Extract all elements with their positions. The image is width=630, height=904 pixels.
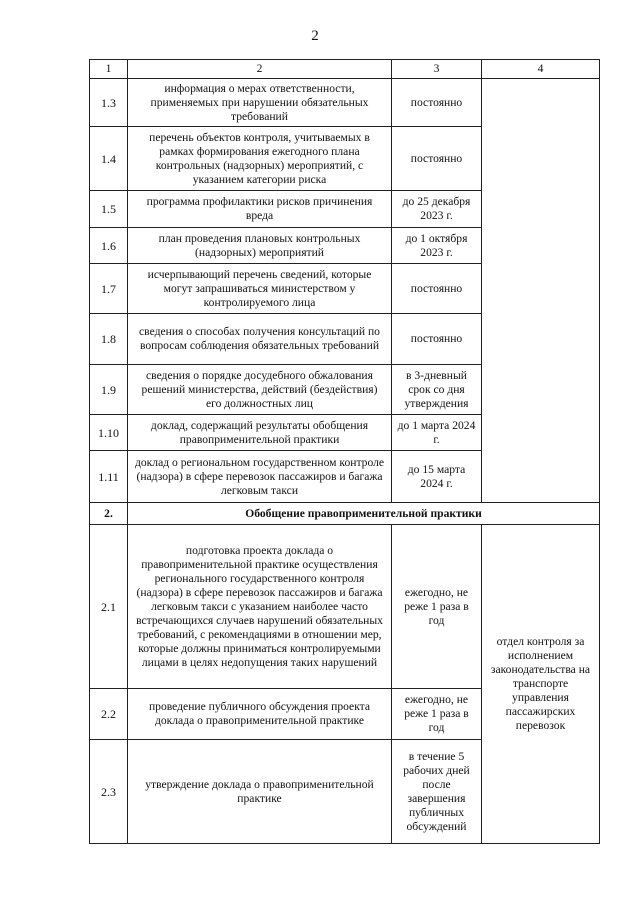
row-term: ежегодно, не реже 1 раза в год	[392, 689, 482, 740]
row-number: 1.11	[90, 451, 128, 503]
page-number: 2	[311, 28, 319, 44]
section-title: Обобщение правоприменительной практики	[128, 503, 600, 525]
responsible-cell-section2: отдел контроля за исполнением законодательства на транспорте управления пассажирских перевозок	[482, 525, 600, 844]
row-term: в течение 5 рабочих дней после завершения публичных обсуждений	[392, 740, 482, 844]
row-number: 2.2	[90, 689, 128, 740]
row-number: 2.1	[90, 525, 128, 689]
row-term: до 15 марта 2024 г.	[392, 451, 482, 503]
row-number: 1.3	[90, 79, 128, 127]
section-number: 2.	[90, 503, 128, 525]
row-text: утверждение доклада о правоприменительной практике	[128, 740, 392, 844]
row-term: постоянно	[392, 264, 482, 314]
row-text: план проведения плановых контрольных (надзорных) мероприятий	[128, 228, 392, 264]
row-term: до 1 марта 2024 г.	[392, 415, 482, 451]
responsible-cell-section1	[482, 79, 600, 503]
row-text: сведения о способах получения консультаций по вопросам соблюдения обязательных требований	[128, 314, 392, 365]
row-term: в 3-дневный срок со дня утверждения	[392, 365, 482, 415]
row-term: до 25 декабря 2023 г.	[392, 191, 482, 228]
row-term: до 1 октября 2023 г.	[392, 228, 482, 264]
table-row	[90, 525, 600, 689]
row-text: сведения о порядке досудебного обжалования решений министерства, действий (бездействия) его должностных лиц	[128, 365, 392, 415]
row-number: 1.10	[90, 415, 128, 451]
table-row	[90, 79, 600, 127]
header-col-1: 1	[90, 60, 128, 79]
row-text: проведение публичного обсуждения проекта доклада о правоприменительной практике	[128, 689, 392, 740]
row-term: постоянно	[392, 127, 482, 191]
row-text: перечень объектов контроля, учитываемых в рамках формирования ежегодного плана контрольных (надзорных) мероприятий, с указанием категории риска	[128, 127, 392, 191]
row-number: 1.8	[90, 314, 128, 365]
row-term: постоянно	[392, 79, 482, 127]
row-text: информация о мерах ответственности, применяемых при нарушении обязательных требований	[128, 79, 392, 127]
row-text: программа профилактики рисков причинения вреда	[128, 191, 392, 228]
section-header-row	[90, 503, 600, 525]
header-row	[90, 60, 600, 79]
row-number: 1.4	[90, 127, 128, 191]
row-term: ежегодно, не реже 1 раза в год	[392, 525, 482, 689]
activities-table	[89, 59, 600, 844]
header-col-2: 2	[128, 60, 392, 79]
row-number: 1.7	[90, 264, 128, 314]
row-number: 2.3	[90, 740, 128, 844]
row-text: подготовка проекта доклада о правоприменительной практике осуществления регионального государственного контроля (надзора) в сфере перевозок пассажиров и багажа легковым такси с указанием наиболее часто встречающихся случаев нарушений обязательных требований, с рекомендациями в отношении мер, которые должны приниматься контролируемыми лицами в целях недопущения таких нарушений	[128, 525, 392, 689]
row-text: доклад, содержащий результаты обобщения правоприменительной практики	[128, 415, 392, 451]
row-number: 1.9	[90, 365, 128, 415]
header-col-3: 3	[392, 60, 482, 79]
row-number: 1.6	[90, 228, 128, 264]
row-text: доклад о региональном государственном контроле (надзора) в сфере перевозок пассажиров и багажа легковым такси	[128, 451, 392, 503]
row-text: исчерпывающий перечень сведений, которые могут запрашиваться министерством у контролируемого лица	[128, 264, 392, 314]
row-term: постоянно	[392, 314, 482, 365]
row-number: 1.5	[90, 191, 128, 228]
header-col-4: 4	[482, 60, 600, 79]
